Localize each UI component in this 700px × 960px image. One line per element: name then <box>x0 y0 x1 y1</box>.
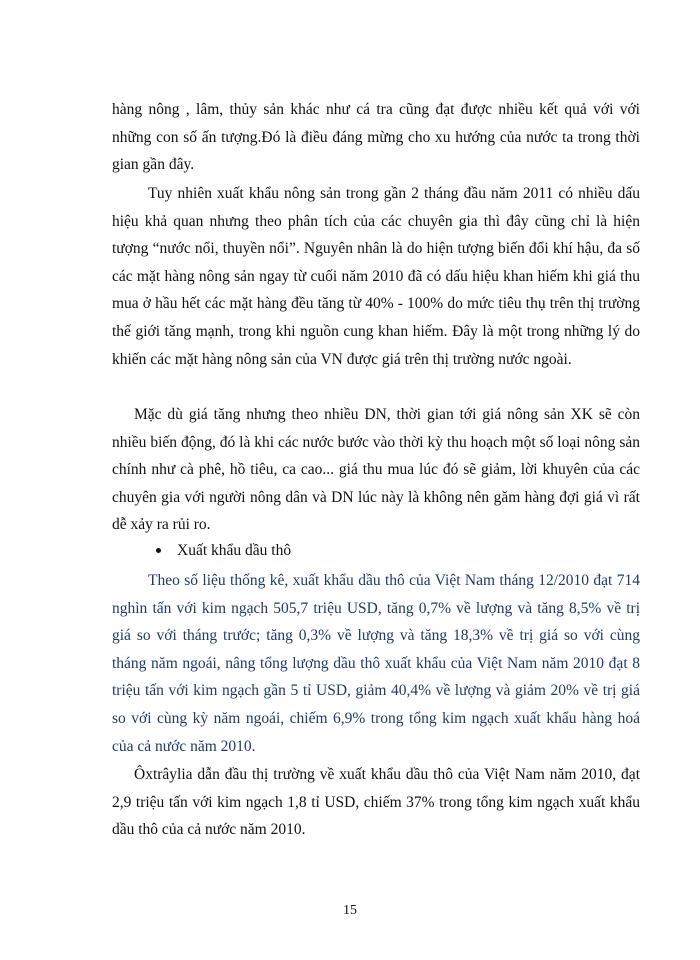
paragraph-agri-export-analysis: Tuy nhiên xuất khẩu nông sản trong gần 2 tháng đầu năm 2011 có nhiều dấu hiệu khả quan nhưng theo phân tích của các chuyên gia thì đây cũng chỉ là hiện tượng “nước nổi, thuyền nổi”. Nguyên nhân là do hiện tượng biến đổi khí hậu, đa số các mặt hàng nông sản ngay từ cuối năm 2010 đã có dấu hiệu khan hiếm khi giá thu mua ở hầu hết các mặt hàng đều tăng từ 40% - 100% do mức tiêu thụ trên thị trường thế giới tăng mạnh, trong khi nguồn cung khan hiếm. Đây là một trong những lý do khiến các mặt hàng nông sản của VN được giá trên thị trường nước ngoài. <box>112 185 640 368</box>
paragraph-australia-market: Ôxtrâylia dẫn đầu thị trường về xuất khẩu dầu thô của Việt Nam năm 2010, đạt 2,9 triệu tấn với kim ngạch 1,8 tỉ USD, chiếm 37% trong tổng kim ngạch xuất khẩu dầu thô của cả nước năm 2010. <box>112 766 640 839</box>
paragraph-seafood-results: hàng nông , lâm, thủy sản khác như cá tra cũng đạt được nhiều kết quả với với những con số ấn tượng.Đó là điều đáng mừng cho xu hướng của nước ta trong thời gian gần đây. <box>112 101 640 174</box>
bullet-crude-oil-label: Xuất khẩu dầu thô <box>177 542 292 559</box>
paragraph-price-volatility: Mặc dù giá tăng nhưng theo nhiều DN, thời gian tới giá nông sản XK sẽ còn nhiều biến động, đó là khi các nước bước vào thời kỳ thu hoạch một số loại nông sản chính như cà phê, hồ tiêu, ca cao... giá thu mua lúc đó sẽ giảm, lời khuyên của các chuyên gia với người nông dân và DN lúc này là không nên găm hàng đợi giá vì rất dễ xảy ra rủi ro. <box>112 406 640 534</box>
page-number: 15 <box>343 903 357 918</box>
bullet-crude-oil-heading <box>152 537 291 565</box>
bullet-icon <box>156 548 161 553</box>
paragraph-crude-oil-statistics: Theo số liệu thống kê, xuất khẩu dầu thô của Việt Nam tháng 12/2010 đạt 714 nghìn tấn với kim ngạch 505,7 triệu USD, tăng 0,7% về lượng và tăng 8,5% về trị giá so với tháng trước; tăng 0,3% về lượng và tăng 18,3% về trị giá so với cùng tháng năm ngoái, nâng tổng lượng dầu thô xuất khẩu của Việt Nam năm 2010 đạt 8 triệu tấn với kim ngạch gần 5 tỉ USD, giảm 40,4% về lượng và giảm 20% về trị giá so với cùng kỳ năm ngoái, chiếm 6,9% trong tổng kim ngạch xuất khẩu hàng hoá của cả nước năm 2010. <box>112 572 640 755</box>
